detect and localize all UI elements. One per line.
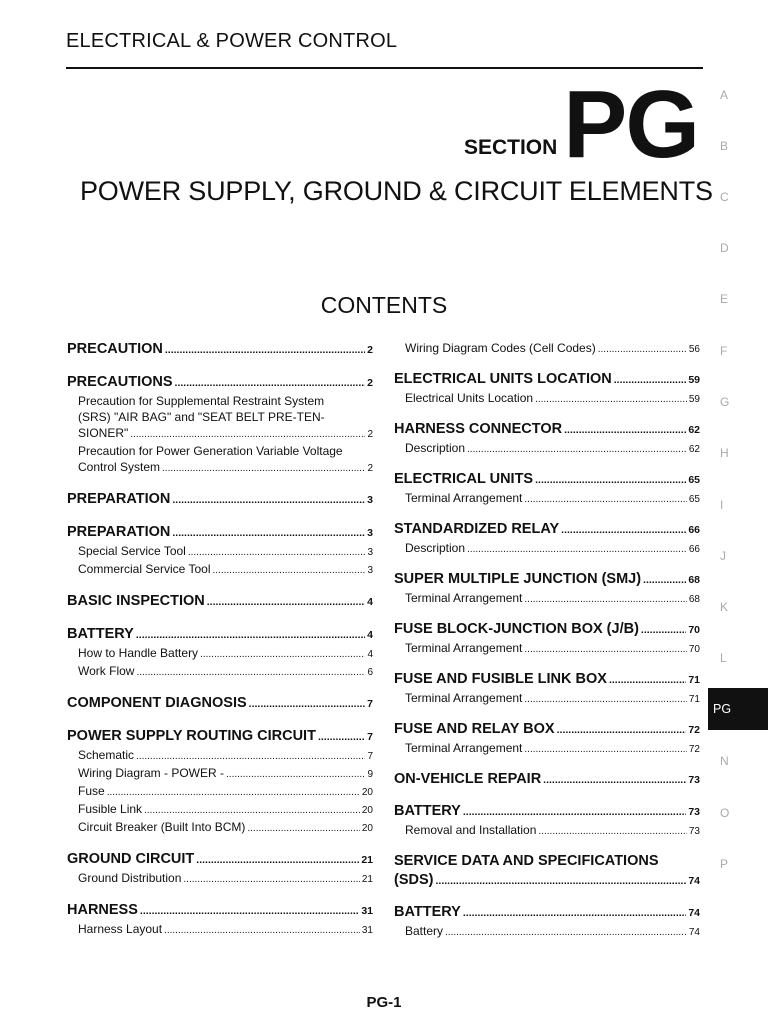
toc-entry-title: Ground Distribution xyxy=(78,871,182,885)
toc-page-number: 68 xyxy=(688,594,700,605)
dot-leader xyxy=(188,545,366,561)
toc-page-number: 9 xyxy=(367,769,373,780)
toc-entry-title: ELECTRICAL UNITS LOCATION xyxy=(394,371,612,387)
toc-subentry[interactable] xyxy=(67,819,373,837)
toc-entry-title: Wiring Diagram Codes (Cell Codes) xyxy=(405,341,596,355)
toc-subentry[interactable] xyxy=(67,645,373,663)
toc-page-number: 74 xyxy=(688,907,700,919)
toc-page-number: 72 xyxy=(688,744,700,755)
section-tab-o[interactable]: O xyxy=(720,806,730,820)
toc-entry-title: Removal and Installation xyxy=(405,823,537,837)
toc-entry-title: Electrical Units Location xyxy=(405,391,534,405)
dot-leader xyxy=(467,442,687,458)
toc-page-number: 71 xyxy=(688,674,700,686)
dot-leader xyxy=(524,642,686,658)
toc-entry-title: Schematic xyxy=(78,748,135,762)
toc-subentry[interactable] xyxy=(394,490,700,508)
dot-leader xyxy=(249,695,366,714)
dot-leader xyxy=(162,461,365,477)
toc-page-number: 71 xyxy=(688,694,700,705)
toc-entry-title: BATTERY xyxy=(394,904,461,920)
dot-leader xyxy=(538,824,686,840)
toc-page-number: 59 xyxy=(688,394,700,405)
toc-entry-title: HARNESS xyxy=(67,902,138,918)
dot-leader xyxy=(524,692,686,708)
toc-subentry[interactable] xyxy=(394,440,700,458)
toc-subentry[interactable] xyxy=(67,459,373,477)
toc-heading-entry[interactable] xyxy=(394,903,700,923)
toc-heading-entry[interactable] xyxy=(67,694,373,714)
toc-page-number: 7 xyxy=(367,731,373,743)
dot-leader xyxy=(172,491,365,510)
dot-leader xyxy=(136,749,365,765)
toc-heading-entry[interactable] xyxy=(394,852,700,871)
toc-heading-entry[interactable] xyxy=(67,373,373,393)
toc-page-number: 62 xyxy=(688,424,700,436)
dot-leader xyxy=(213,563,366,579)
toc-heading-entry[interactable] xyxy=(394,720,700,740)
toc-entry-title: Terminal Arrangement xyxy=(405,591,523,605)
toc-entry-title: GROUND CIRCUIT xyxy=(67,851,195,867)
section-tab-c[interactable]: C xyxy=(720,190,729,204)
toc-entry-title: Terminal Arrangement xyxy=(405,691,523,705)
toc-page-number: 68 xyxy=(688,574,700,586)
section-code: PG xyxy=(563,71,698,178)
dot-leader xyxy=(643,571,686,590)
dot-leader xyxy=(183,872,359,888)
toc-page-number: 20 xyxy=(361,805,373,816)
toc-entry-title: Wiring Diagram - POWER - xyxy=(78,766,225,780)
toc-left-column xyxy=(67,340,373,939)
toc-heading-entry[interactable] xyxy=(394,570,700,590)
toc-page-number: 59 xyxy=(688,374,700,386)
toc-subentry[interactable] xyxy=(394,540,700,558)
toc-entry-title: Terminal Arrangement xyxy=(405,491,523,505)
toc-subentry-line[interactable] xyxy=(67,409,373,425)
toc-heading-entry[interactable] xyxy=(67,850,373,870)
section-tab-h[interactable]: H xyxy=(720,446,729,460)
toc-page-number: 66 xyxy=(688,524,700,536)
toc-page-number: 66 xyxy=(688,544,700,555)
section-tab-f[interactable]: F xyxy=(720,344,728,358)
dot-leader xyxy=(609,671,686,690)
toc-page-number: 65 xyxy=(688,494,700,505)
toc-entry-title: SERVICE DATA AND SPECIFICATIONS xyxy=(394,853,659,869)
toc-subentry[interactable] xyxy=(394,822,700,840)
toc-subentry[interactable] xyxy=(394,740,700,758)
toc-entry-title: Commercial Service Tool xyxy=(78,562,211,576)
toc-entry-title: PRECAUTION xyxy=(67,341,163,357)
toc-entry-title: (SDS) xyxy=(394,872,434,888)
toc-page-number: 74 xyxy=(688,875,700,887)
toc-page-number: 62 xyxy=(688,444,700,455)
toc-page-number: 4 xyxy=(367,596,373,608)
toc-page-number: 6 xyxy=(367,667,373,678)
toc-page-number: 21 xyxy=(361,854,373,866)
dot-leader xyxy=(641,621,686,640)
toc-page-number: 3 xyxy=(367,547,373,558)
toc-entry-title: FUSE AND RELAY BOX xyxy=(394,721,555,737)
toc-entry-title: PREPARATION xyxy=(67,491,171,507)
dot-leader xyxy=(136,665,365,681)
toc-heading-entry[interactable] xyxy=(67,592,373,612)
toc-heading-entry[interactable] xyxy=(394,370,700,390)
dot-leader xyxy=(524,492,686,508)
toc-page-number: 65 xyxy=(688,474,700,486)
toc-entry-title: BASIC INSPECTION xyxy=(67,593,205,609)
section-tab-i[interactable]: I xyxy=(720,498,724,512)
toc-entry-title: Description xyxy=(405,441,466,455)
toc-page-number: 73 xyxy=(688,806,700,818)
toc-subentry[interactable] xyxy=(394,590,700,608)
dot-leader xyxy=(524,742,686,758)
toc-page-number: 73 xyxy=(688,826,700,837)
toc-entry-title: SIONER" xyxy=(78,426,129,440)
toc-page-number: 70 xyxy=(688,624,700,636)
dot-leader xyxy=(200,647,365,663)
toc-page-number: 70 xyxy=(688,644,700,655)
toc-page-number: 2 xyxy=(367,463,373,474)
toc-entry-title: Special Service Tool xyxy=(78,544,186,558)
section-tab-d[interactable]: D xyxy=(720,241,729,255)
toc-page-number: 4 xyxy=(367,649,373,660)
toc-subentry[interactable] xyxy=(67,921,373,939)
toc-entry-title: ELECTRICAL UNITS xyxy=(394,471,534,487)
toc-entry-title: Fusible Link xyxy=(78,802,143,816)
toc-page-number: 7 xyxy=(367,698,373,710)
dot-leader xyxy=(226,767,365,783)
dot-leader xyxy=(140,902,359,921)
manual-category-header: ELECTRICAL & POWER CONTROL xyxy=(66,30,398,52)
section-tab-n[interactable]: N xyxy=(720,754,729,768)
dot-leader xyxy=(445,925,687,941)
toc-entry-title: BATTERY xyxy=(67,626,134,642)
dot-leader xyxy=(467,542,687,558)
dot-leader xyxy=(175,374,366,393)
toc-entry-title: HARNESS CONNECTOR xyxy=(394,421,563,437)
toc-heading-entry[interactable] xyxy=(394,520,700,540)
toc-entry-title: (SRS) "AIR BAG" and "SEAT BELT PRE-TEN- xyxy=(78,410,325,424)
toc-heading-entry[interactable] xyxy=(67,523,373,543)
toc-subentry[interactable] xyxy=(67,663,373,681)
toc-entry-title: Control System xyxy=(78,460,161,474)
contents-heading: CONTENTS xyxy=(320,292,448,318)
section-tab-e[interactable]: E xyxy=(720,292,729,306)
dot-leader xyxy=(247,821,360,837)
toc-entry-title: POWER SUPPLY ROUTING CIRCUIT xyxy=(67,728,316,744)
toc-heading-entry[interactable] xyxy=(67,490,373,510)
toc-entry-title: Precaution for Power Generation Variable Voltage xyxy=(78,444,343,458)
toc-entry-title: BATTERY xyxy=(394,803,461,819)
toc-heading-entry[interactable] xyxy=(394,620,700,640)
dot-leader xyxy=(557,721,687,740)
toc-subentry[interactable] xyxy=(67,801,373,819)
dot-leader xyxy=(524,592,686,608)
toc-heading-entry[interactable] xyxy=(67,901,373,921)
toc-subentry[interactable] xyxy=(67,561,373,579)
toc-page-number: 21 xyxy=(361,874,373,885)
toc-entry-title: FUSE BLOCK-JUNCTION BOX (J/B) xyxy=(394,621,639,637)
toc-page-number: 7 xyxy=(367,751,373,762)
dot-leader xyxy=(463,803,686,822)
toc-page-number: 3 xyxy=(367,494,373,506)
toc-entry-title: Battery xyxy=(405,924,444,938)
toc-subentry[interactable] xyxy=(67,765,373,783)
toc-heading-entry[interactable] xyxy=(394,802,700,822)
toc-entry-title: Precaution for Supplemental Restraint System xyxy=(78,394,325,408)
toc-heading-entry[interactable] xyxy=(67,340,373,360)
section-tab-pg[interactable]: PG xyxy=(708,688,768,730)
dot-leader xyxy=(564,421,686,440)
dot-leader xyxy=(535,392,687,408)
dot-leader xyxy=(463,904,686,923)
toc-right-column xyxy=(394,340,700,941)
toc-page-number: 2 xyxy=(367,429,373,440)
dot-leader xyxy=(318,728,365,747)
toc-entry-title: Circuit Breaker (Built Into BCM) xyxy=(78,820,246,834)
toc-subentry[interactable] xyxy=(394,340,700,358)
toc-page-number: 3 xyxy=(367,565,373,576)
dot-leader xyxy=(196,851,359,870)
toc-subentry[interactable] xyxy=(67,783,373,801)
toc-entry-title: Harness Layout xyxy=(78,922,163,936)
dot-leader xyxy=(172,524,365,543)
dot-leader xyxy=(144,803,360,819)
dot-leader xyxy=(435,872,686,891)
page-number: PG-1 xyxy=(366,994,402,1011)
toc-page-number: 20 xyxy=(361,787,373,798)
toc-subentry-line[interactable] xyxy=(67,443,373,459)
toc-page-number: 3 xyxy=(367,527,373,539)
toc-page-number: 4 xyxy=(367,629,373,641)
toc-page-number: 31 xyxy=(361,905,373,917)
toc-subentry[interactable] xyxy=(394,390,700,408)
toc-page-number: 2 xyxy=(367,377,373,389)
dot-leader xyxy=(561,521,686,540)
section-tab-g[interactable]: G xyxy=(720,395,730,409)
toc-entry-title: SUPER MULTIPLE JUNCTION (SMJ) xyxy=(394,571,642,587)
toc-entry-title: STANDARDIZED RELAY xyxy=(394,521,560,537)
section-tab-a[interactable]: A xyxy=(720,88,729,102)
dot-leader xyxy=(136,626,365,645)
toc-entry-title: PREPARATION xyxy=(67,524,171,540)
toc-entry-title: Work Flow xyxy=(78,664,135,678)
toc-entry-title: FUSE AND FUSIBLE LINK BOX xyxy=(394,671,607,687)
dot-leader xyxy=(164,923,360,939)
header-rule xyxy=(66,67,703,69)
dot-leader xyxy=(130,427,365,443)
toc-heading-entry[interactable] xyxy=(394,670,700,690)
toc-entry-title: Fuse xyxy=(78,784,105,798)
toc-entry-title: Description xyxy=(405,541,466,555)
dot-leader xyxy=(535,471,686,490)
toc-subentry[interactable] xyxy=(67,425,373,443)
section-index-tabs xyxy=(708,0,768,1024)
toc-page-number: 56 xyxy=(688,344,700,355)
section-word: SECTION xyxy=(463,136,558,160)
toc-page-number: 20 xyxy=(361,823,373,834)
toc-entry-title: PRECAUTIONS xyxy=(67,374,173,390)
toc-entry-title: Terminal Arrangement xyxy=(405,641,523,655)
toc-entry-title: ON-VEHICLE REPAIR xyxy=(394,771,542,787)
toc-subentry[interactable] xyxy=(67,543,373,561)
toc-page-number: 31 xyxy=(361,925,373,936)
toc-subentry[interactable] xyxy=(67,747,373,765)
dot-leader xyxy=(543,771,686,790)
section-label xyxy=(463,71,698,178)
toc-heading-entry[interactable] xyxy=(67,625,373,645)
toc-heading-entry[interactable] xyxy=(394,420,700,440)
toc-subentry[interactable] xyxy=(394,923,700,941)
toc-page-number: 74 xyxy=(688,927,700,938)
toc-entry-title: COMPONENT DIAGNOSIS xyxy=(67,695,247,711)
section-tab-k[interactable]: K xyxy=(720,600,729,614)
toc-subentry-line[interactable] xyxy=(67,393,373,409)
section-tab-b[interactable]: B xyxy=(720,139,729,153)
section-tab-l[interactable]: L xyxy=(720,651,727,665)
toc-page-number: 72 xyxy=(688,724,700,736)
toc-subentry[interactable] xyxy=(394,690,700,708)
toc-heading-entry[interactable] xyxy=(67,727,373,747)
toc-subentry[interactable] xyxy=(67,870,373,888)
section-tab-p[interactable]: P xyxy=(720,857,729,871)
dot-leader xyxy=(207,593,365,612)
toc-entry-title: How to Handle Battery xyxy=(78,646,199,660)
toc-page-number: 73 xyxy=(688,774,700,786)
toc-heading-entry[interactable] xyxy=(394,871,700,891)
section-title: POWER SUPPLY, GROUND & CIRCUIT ELEMENTS xyxy=(80,176,713,206)
toc-page-number: 2 xyxy=(367,344,373,356)
dot-leader xyxy=(598,342,687,358)
section-tab-j[interactable]: J xyxy=(720,549,726,563)
dot-leader xyxy=(165,341,365,360)
toc-entry-title: Terminal Arrangement xyxy=(405,741,523,755)
toc-heading-entry[interactable] xyxy=(394,470,700,490)
dot-leader xyxy=(107,785,360,801)
toc-heading-entry[interactable] xyxy=(394,770,700,790)
dot-leader xyxy=(614,371,687,390)
toc-subentry[interactable] xyxy=(394,640,700,658)
